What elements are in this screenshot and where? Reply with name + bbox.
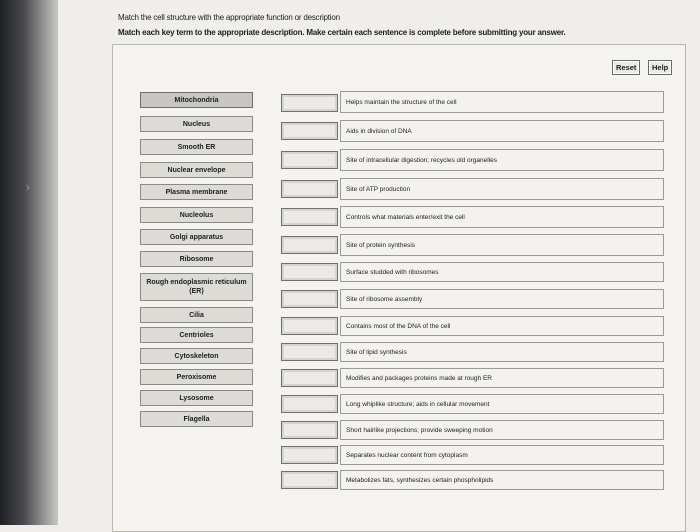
screen-edge-shadow — [0, 0, 58, 525]
answer-slot-7[interactable] — [281, 263, 338, 281]
description-7: Surface studded with ribosomes — [340, 262, 664, 282]
term-cilia[interactable]: Cilia — [140, 307, 253, 323]
description-13: Short hairlike projections; provide sweeping motion — [340, 420, 664, 440]
answer-slot-1[interactable] — [281, 94, 338, 112]
answer-slot-5[interactable] — [281, 208, 338, 226]
description-3: Site of intracellular digestion; recycles old organelles — [340, 149, 664, 171]
description-5: Controls what materials enter/exit the cell — [340, 206, 664, 228]
term-nucleus[interactable]: Nucleus — [140, 116, 253, 132]
description-12: Long whiplike structure; aids in cellular movement — [340, 394, 664, 414]
description-1: Helps maintain the structure of the cell — [340, 91, 664, 113]
description-2: Aids in division of DNA — [340, 120, 664, 142]
reset-button[interactable]: Reset — [612, 60, 640, 75]
term-flagella[interactable]: Flagella — [140, 411, 253, 427]
answer-slot-2[interactable] — [281, 122, 338, 140]
term-peroxisome[interactable]: Peroxisome — [140, 369, 253, 385]
answer-slot-11[interactable] — [281, 369, 338, 387]
answer-slot-10[interactable] — [281, 343, 338, 361]
description-14: Separates nuclear content from cytoplasm — [340, 445, 664, 465]
term-cytoskeleton[interactable]: Cytoskeleton — [140, 348, 253, 364]
term-ribosome[interactable]: Ribosome — [140, 251, 253, 267]
description-4: Site of ATP production — [340, 178, 664, 200]
description-10: Site of lipid synthesis — [340, 342, 664, 362]
description-8: Site of ribosome assembly — [340, 289, 664, 309]
chevron-right-icon: › — [26, 180, 30, 194]
answer-slot-14[interactable] — [281, 446, 338, 464]
term-smooth-er[interactable]: Smooth ER — [140, 139, 253, 155]
instruction-text: Match each key term to the appropriate description. Make certain each sentence is complete before submitting your answer. — [118, 28, 566, 37]
instruction-title: Match the cell structure with the appropriate function or description — [118, 13, 340, 22]
answer-slot-9[interactable] — [281, 317, 338, 335]
answer-slot-8[interactable] — [281, 290, 338, 308]
description-15: Metabolizes fats, synthesizes certain phospholipids — [340, 470, 664, 490]
answer-slot-15[interactable] — [281, 471, 338, 489]
answer-slot-3[interactable] — [281, 151, 338, 169]
term-rough-er[interactable]: Rough endoplasmic reticulum (ER) — [140, 273, 253, 301]
term-nucleolus[interactable]: Nucleolus — [140, 207, 253, 223]
term-plasma-membrane[interactable]: Plasma membrane — [140, 184, 253, 200]
description-6: Site of protein synthesis — [340, 234, 664, 256]
term-centrioles[interactable]: Centrioles — [140, 327, 253, 343]
term-golgi-apparatus[interactable]: Golgi apparatus — [140, 229, 253, 245]
help-button[interactable]: Help — [648, 60, 672, 75]
description-9: Contains most of the DNA of the cell — [340, 316, 664, 336]
answer-slot-4[interactable] — [281, 180, 338, 198]
answer-slot-12[interactable] — [281, 395, 338, 413]
answer-slot-13[interactable] — [281, 421, 338, 439]
answer-slot-6[interactable] — [281, 236, 338, 254]
term-lysosome[interactable]: Lysosome — [140, 390, 253, 406]
term-mitochondria[interactable]: Mitochondria — [140, 92, 253, 108]
term-nuclear-envelope[interactable]: Nuclear envelope — [140, 162, 253, 178]
description-11: Modifies and packages proteins made at rough ER — [340, 368, 664, 388]
